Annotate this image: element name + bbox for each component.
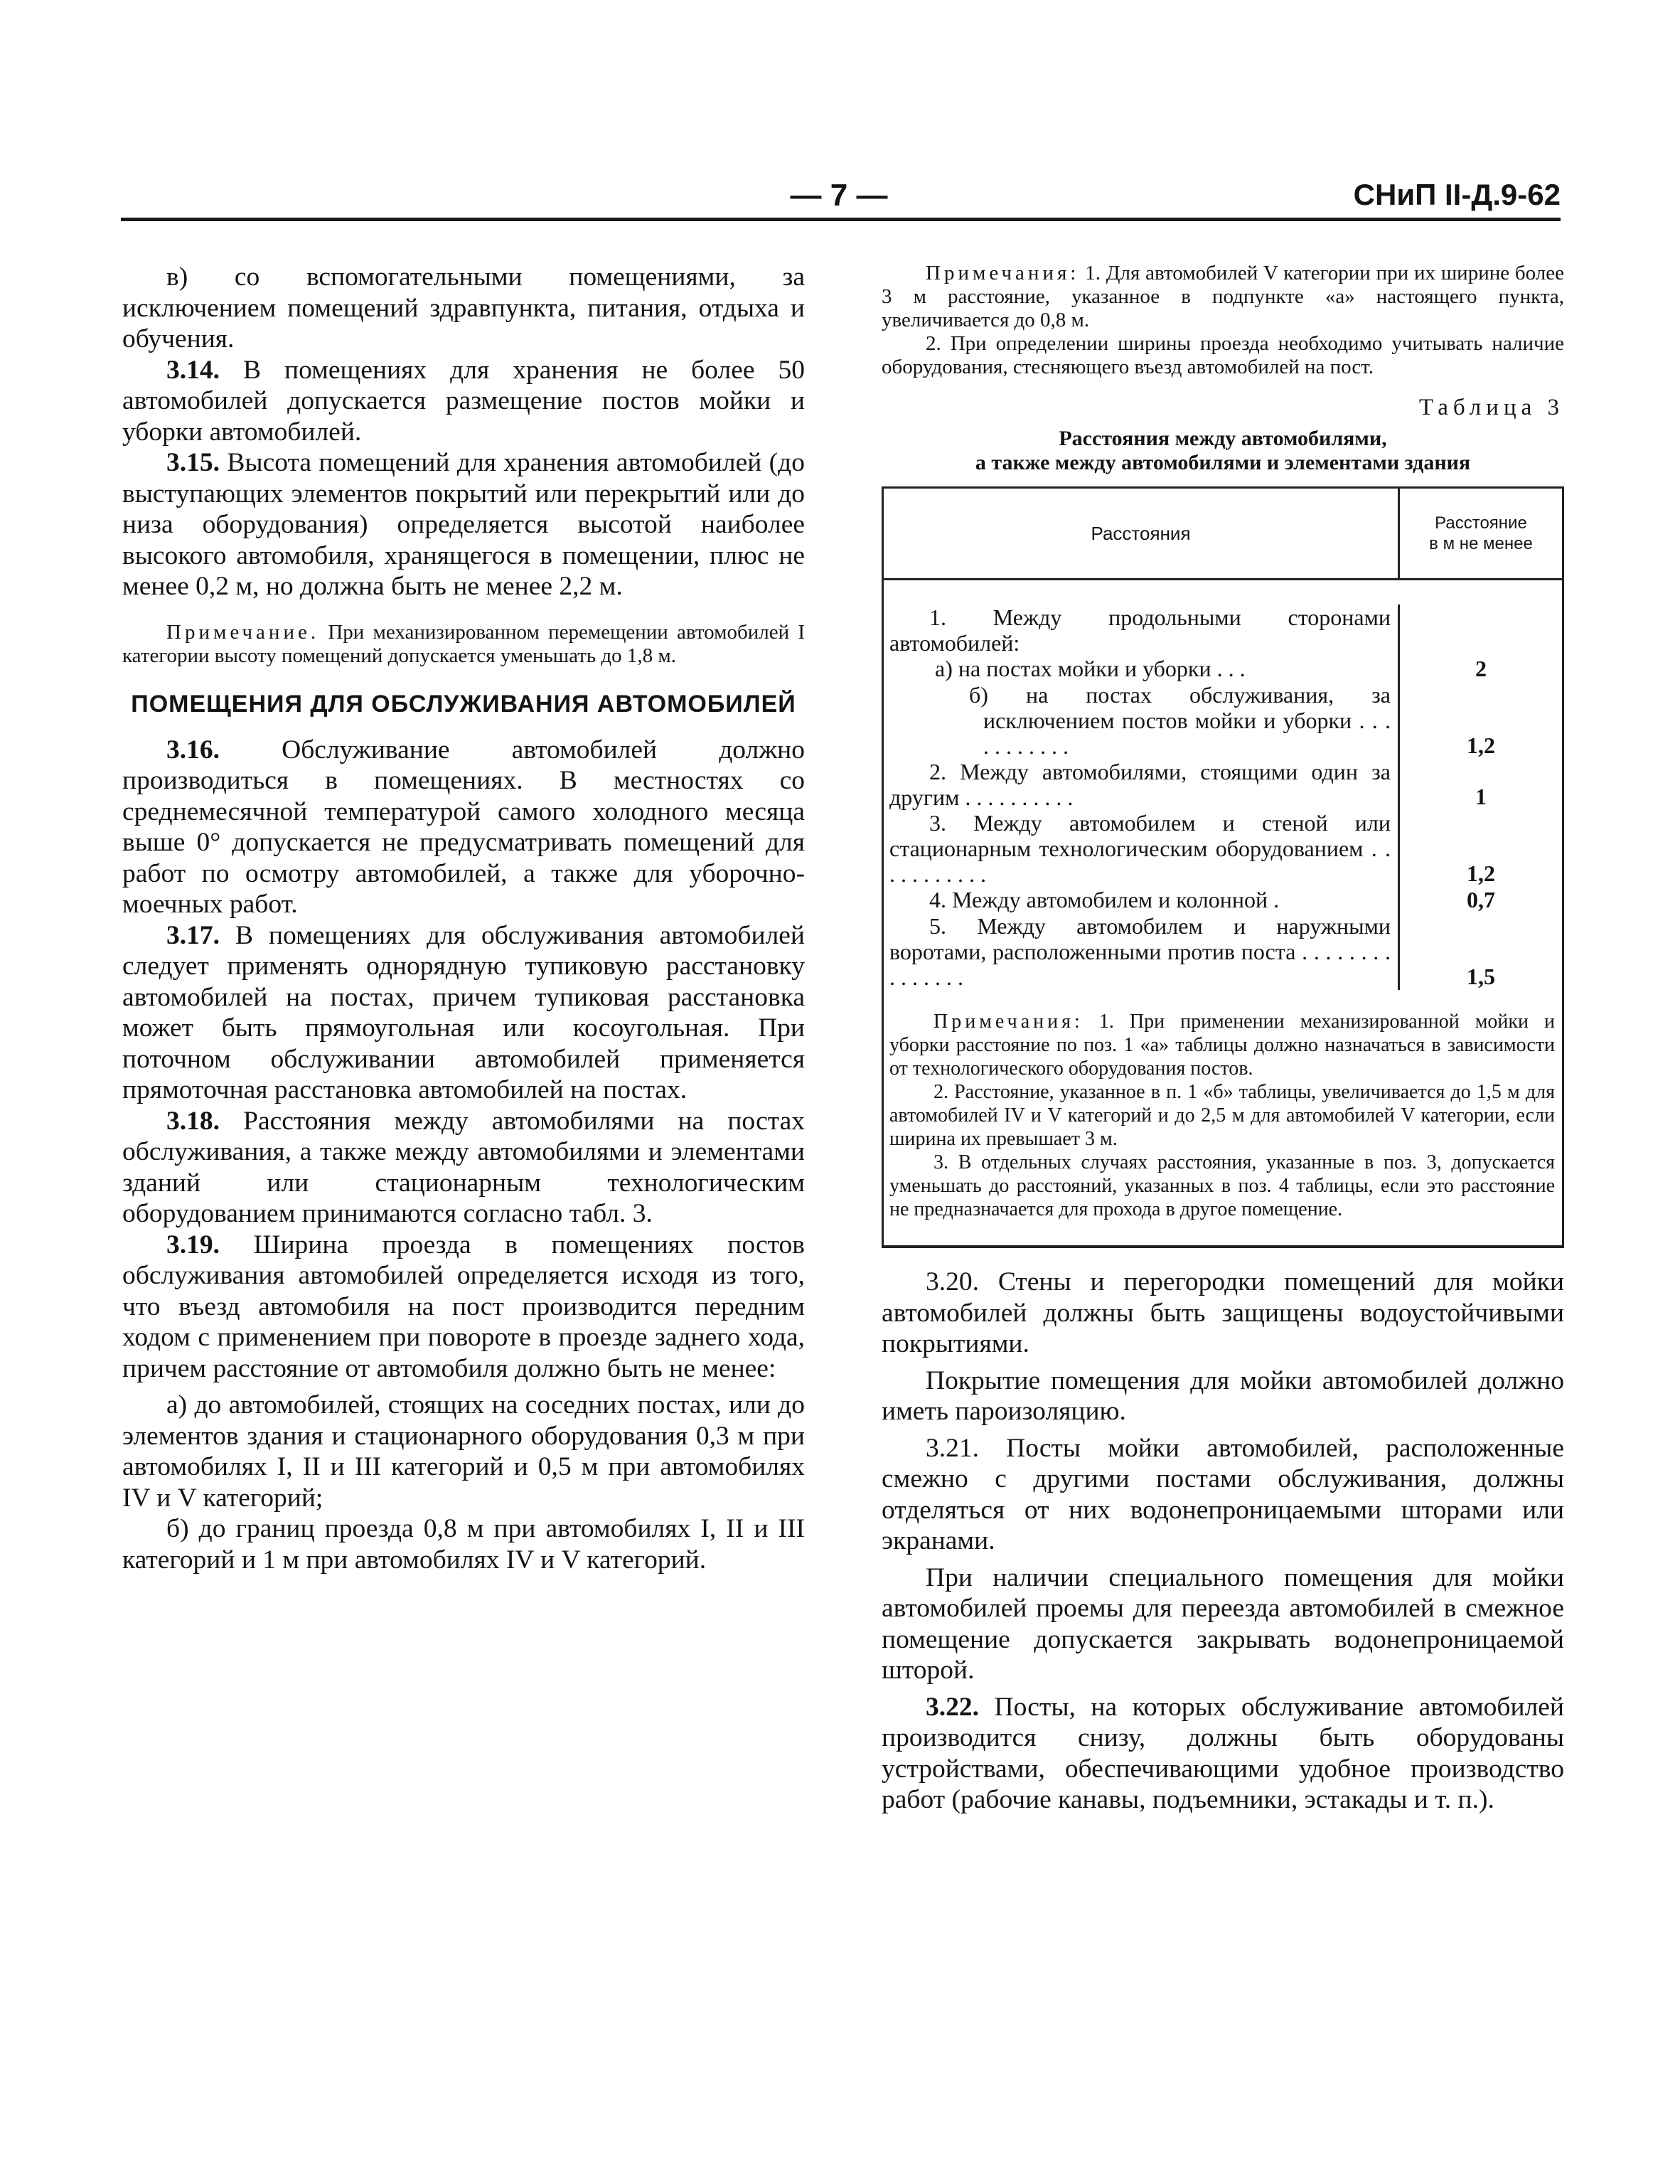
left-column — [122, 262, 805, 1575]
paragraph-3-22 — [882, 1692, 1564, 1816]
table-note-2: 2. Расстояние, указанное в п. 1 «б» таблицы, увеличивается до 1,5 м для автомобилей IV и V категорий и до 2,5 м для автомобилей V категории, если ширина их превышает 3 м. — [889, 1081, 1555, 1150]
clause-number: 3.20. — [926, 1267, 979, 1296]
table-cell-value — [1400, 604, 1562, 656]
page-number: — 7 — — [790, 178, 888, 213]
note-text: При механизированном перемещении автомобилей I категории высоту помещений допускается уменьшать до 1,8 м. — [122, 620, 805, 667]
note-text: 1. При применении механизированной мойки и уборки расстояние по поз. 1 «а» таблицы должно назначаться в зависимости от технологического оборудования постов. — [889, 1011, 1556, 1080]
clause-number: 3.18. — [166, 1106, 220, 1136]
section-title: ПОМЕЩЕНИЯ ДЛЯ ОБСЛУЖИВАНИЯ АВТОМОБИЛЕЙ — [131, 690, 796, 718]
clause-number: 3.17. — [166, 920, 220, 950]
paragraph-3-19 — [122, 1230, 805, 1385]
table-cell-text: 2. Между автомобилями, стоящими один за другим . . . . . . . . . . — [884, 759, 1400, 810]
table-note-3: 3. В отдельных случаях расстояния, указанные в поз. 3, допускается уменьшать до расстояний, указанных в поз. 4 таблицы, если это расстояние не предназначается для прохода в другое помещение. — [889, 1151, 1555, 1220]
paragraph-3-21 — [882, 1433, 1564, 1557]
note-text: 1. Для автомобилей V категории при их ширине более 3 м расстояние, указанное в подпункте «а» настоящего пункта, увеличивается до 0,8 м. — [882, 262, 1565, 331]
paragraph-3-18 — [122, 1106, 805, 1230]
column-header-distances: Расстояния — [884, 489, 1400, 578]
paragraph-text: Стены и перегородки помещений для мойки автомобилей должны быть защищены водоустойчивыми покрытиями. — [882, 1267, 1564, 1358]
paragraph-3-20 — [882, 1267, 1564, 1360]
paragraph-3-17 — [122, 920, 805, 1106]
table-row — [884, 810, 1562, 887]
table-cell-text: б) на постах обслуживания, за исключением постов мойки и уборки . . . . . . . . . . . — [884, 682, 1400, 759]
clause-number: 3.22. — [926, 1692, 979, 1722]
paragraph-3-14 — [122, 355, 805, 448]
document-code: СНиП II-Д.9-62 — [1353, 178, 1561, 211]
paragraph-3-15 — [122, 447, 805, 602]
table-row — [884, 759, 1562, 810]
paragraph-text: Обслуживание автомобилей должно производиться в помещениях. В местностях со среднемесячной температурой самого холодного месяца выше 0° допускается не предусматривать помещений для работ по осмотру автомобилей, а также для уборочно-моечных работ. — [122, 735, 805, 919]
table-cell-text: 1. Между продольными сторонами автомобилей: — [884, 604, 1400, 656]
note-3-15 — [122, 621, 805, 668]
table-label: Таблица 3 — [1418, 395, 1564, 420]
paragraph-3-20-b: Покрытие помещения для мойки автомобилей должно иметь пароизоляцию. — [882, 1365, 1564, 1426]
right-column — [882, 262, 1564, 1816]
table-title — [882, 427, 1564, 475]
table-cell-text: 4. Между автомобилем и колонной . — [884, 887, 1400, 913]
table-notes — [884, 990, 1562, 1245]
table-row — [884, 913, 1562, 990]
paragraph-3-16 — [122, 735, 805, 920]
table-cell-value: 1,2 — [1467, 861, 1495, 886]
paragraph-text: Расстояния между автомобилями на постах обслуживания, а также между автомобилями и элементами зданий или стационарным технологическим оборудованием принимаются согласно табл. 3. — [122, 1106, 805, 1228]
paragraph-text: Высота помещений для хранения автомобилей (до выступающих элементов покрытий или перекрытий или до низа оборудования) определяется высотой наиболее высокого автомобиля, хранящегося в помещении, плюс не менее 0,2 м, но должна быть не менее 2,2 м. — [122, 448, 806, 601]
table-cell-value: 1,2 — [1467, 733, 1495, 758]
paragraph-3-19-a: а) до автомобилей, стоящих на соседних постах, или до элементов здания и стационарного оборудования 0,3 м при автомобилях I, II и III категорий и 0,5 м при автомобилях IV и V категорий; — [122, 1390, 805, 1513]
clause-number: 3.16. — [166, 735, 220, 765]
note-label: Примечание. — [166, 620, 320, 644]
paragraph-3-13-c: в) со вспомогательными помещениями, за исключением помещений здравпункта, питания, отдыха и обучения. — [122, 262, 805, 353]
header-rule — [121, 218, 1561, 221]
paragraph-text: Ширина проезда в помещениях постов обслуживания автомобилей определяется исходя из того, что въезд автомобиля на пост производится передним ходом с применением при повороте в проезде заднего хода, причем расстояние от автомобиля должно быть не менее: — [122, 1230, 806, 1383]
column-header-distance-min — [1400, 489, 1562, 578]
table-notes-label: Примечания: — [933, 1011, 1084, 1033]
distances-table — [882, 486, 1564, 1248]
table-cell-value: 1,5 — [1467, 964, 1495, 989]
paragraph-text: В помещениях для обслуживания автомобилей следует применять однорядную тупиковую расстановку автомобилей на постах, причем тупиковая расстановка может быть прямоугольная или косоугольная. При поточном обслуживании автомобилей применяется прямоточная расстановка автомобилей на постах. — [122, 920, 805, 1104]
clause-number: 3.19. — [166, 1230, 220, 1259]
clause-number: 3.14. — [166, 355, 220, 385]
table-row — [884, 656, 1562, 682]
paragraph-text: Посты, на которых обслуживание автомобилей производится снизу, должны быть оборудованы устройствами, обеспечивающими удобное производство работ (рабочие канавы, подъемники, эстакады и т. п.). — [882, 1692, 1565, 1814]
table-header — [884, 489, 1562, 580]
table-body — [884, 580, 1562, 990]
table-cell-text: а) на постах мойки и уборки . . . — [884, 656, 1400, 682]
table-row — [884, 604, 1562, 656]
table-cell-text: 5. Между автомобилем и наружными воротами, расположенными против поста . . . . . . . . . . . . . . . — [884, 913, 1400, 990]
clause-number: 3.15. — [166, 448, 220, 477]
paragraph-3-19-b: б) до границ проезда 0,8 м при автомобилях I, II и III категорий и 1 м при автомобилях IV и V категорий. — [122, 1514, 805, 1575]
table-title-line-1: Расстояния между автомобилями, — [1059, 427, 1387, 450]
column-header-line-1: Расстояние — [1435, 513, 1527, 533]
table-cell-value: 1 — [1475, 784, 1487, 809]
table-cell-value: 2 — [1475, 656, 1487, 681]
table-note-1 — [889, 1010, 1555, 1080]
table-row — [884, 682, 1562, 759]
column-header-line-2: в м не менее — [1429, 534, 1533, 553]
paragraph-3-21-b: При наличии специального помещения для мойки автомобилей проемы для переезда автомобилей в смежное помещение допускается закрывать водонепроницаемой шторой. — [882, 1562, 1564, 1685]
clause-number: 3.21. — [926, 1433, 979, 1463]
table-cell-value: 0,7 — [1467, 887, 1495, 912]
table-row — [884, 887, 1562, 913]
table-title-line-2: а также между автомобилями и элементами здания — [975, 451, 1471, 474]
paragraph-text: В помещениях для хранения не более 50 автомобилей допускается размещение постов мойки и уборки автомобилей. — [122, 355, 806, 447]
notes-label: Примечания: — [926, 262, 1080, 284]
paragraph-text: Посты мойки автомобилей, расположенные смежно с другими постами обслуживания, должны отделяться от них водонепроницаемыми шторами или экранами. — [882, 1433, 1564, 1555]
notes-3-19-1 — [882, 262, 1564, 332]
notes-3-19-2: 2. При определении ширины проезда необходимо учитывать наличие оборудования, стесняющего въезд автомобилей на пост. — [882, 332, 1564, 378]
table-cell-text: 3. Между автомобилем и стеной или стационарным технологическим оборудованием . . . . . . . . . . . — [884, 810, 1400, 887]
